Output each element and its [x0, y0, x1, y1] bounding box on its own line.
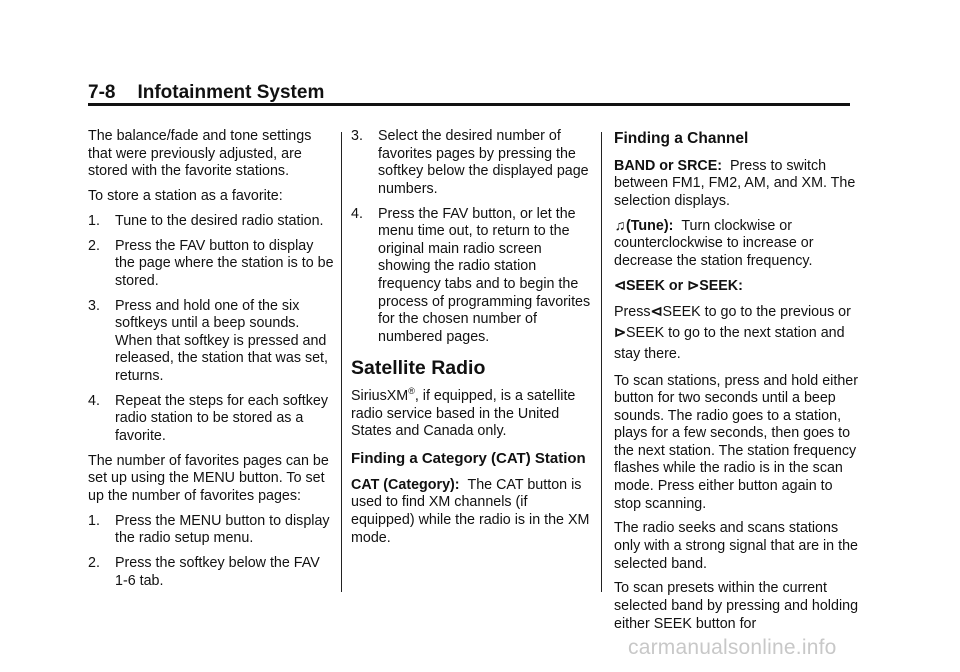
page-header: [88, 82, 324, 104]
list-item: 1. Press the MENU button to display the radio setup menu.: [88, 512, 330, 547]
column-divider-1: [341, 132, 342, 592]
seek-forward-icon: ⊳: [614, 325, 626, 342]
list-item: 1. Tune to the desired radio station.: [88, 212, 324, 229]
paragraph-siriusxm: SiriusXM®, if equipped, is a satellite radio service based in the United States and Canada only.: [351, 386, 576, 440]
list-item: 3. Select the desired number of favorites pages by pressing the softkey below the displayed page numbers.: [351, 128, 589, 197]
column-2: [351, 128, 593, 554]
paragraph-favorites-pages: The number of favorites pages can be set up using the MENU button. To set up the number of favorites pages:: [88, 452, 329, 504]
seek-back-icon: ⊲: [614, 277, 626, 294]
list-item: 4. Repeat the steps for each softkey radio station to be stored as a favorite.: [88, 392, 328, 444]
list-item: 2. Press the FAV button to display the page where the station is to be stored.: [88, 237, 334, 289]
paragraph-band: BAND or SRCE: Press to switch between FM1, FM2, AM, and XM. The selection displays.: [614, 157, 856, 209]
watermark: carmanualsonline.info: [628, 636, 837, 659]
tune-icon: ♫: [614, 217, 626, 234]
paragraph-tune: ♫(Tune): Turn clockwise or counterclockwise to increase or decrease the station frequency.: [614, 217, 814, 269]
section-title: Infotainment System: [137, 82, 325, 103]
header-rule: [88, 103, 850, 106]
column-1: [88, 128, 336, 597]
seek-forward-icon: ⊳: [687, 277, 700, 294]
paragraph-presets: To scan presets within the current selected band by pressing and holding either SEEK button for: [614, 580, 859, 632]
page-number: 7-8: [88, 82, 116, 103]
seek-back-icon: ⊲: [650, 304, 663, 321]
satellite-radio-heading: Satellite Radio: [351, 357, 486, 380]
paragraph-scan: To scan stations, press and hold either button for two seconds until a beep sounds. The radio goes to a station, plays for a few seconds, then goes to the next station. The station frequency flashes while the radio is in the scan mode. Press either button again to stop scanning.: [614, 372, 858, 512]
category-heading: Finding a Category (CAT) Station: [351, 449, 586, 467]
column-3: [614, 128, 860, 640]
paragraph-category: CAT (Category): The CAT button is used to find XM channels (if equipped) while the radio is in the XM mode.: [351, 476, 590, 546]
paragraph-store-intro: To store a station as a favorite:: [88, 187, 283, 204]
seek-heading: ⊲SEEK or ⊳SEEK:: [614, 277, 743, 294]
paragraph-balance: The balance/fade and tone settings that were previously adjusted, are stored with the favorite stations.: [88, 128, 312, 180]
column-divider-2: [601, 132, 602, 592]
list-item: 3. Press and hold one of the six softkeys until a beep sounds. When that softkey is pressed and released, the station that was set, returns.: [88, 297, 328, 384]
paragraph-signal: The radio seeks and scans stations only with a strong signal that are in the selected band.: [614, 520, 858, 572]
paragraph-seek: Press⊲SEEK to go to the previous or⊳SEEK to go to the next station and stay there.: [614, 304, 851, 363]
list-item: 4. Press the FAV button, or let the menu time out, to return to the original main radio screen showing the radio station frequency tabs and to begin the process of programming favorites for the chosen number of numbered pages.: [351, 205, 591, 345]
finding-channel-heading: Finding a Channel: [614, 130, 749, 147]
list-item: 2. Press the softkey below the FAV 1-6 tab.: [88, 554, 320, 589]
